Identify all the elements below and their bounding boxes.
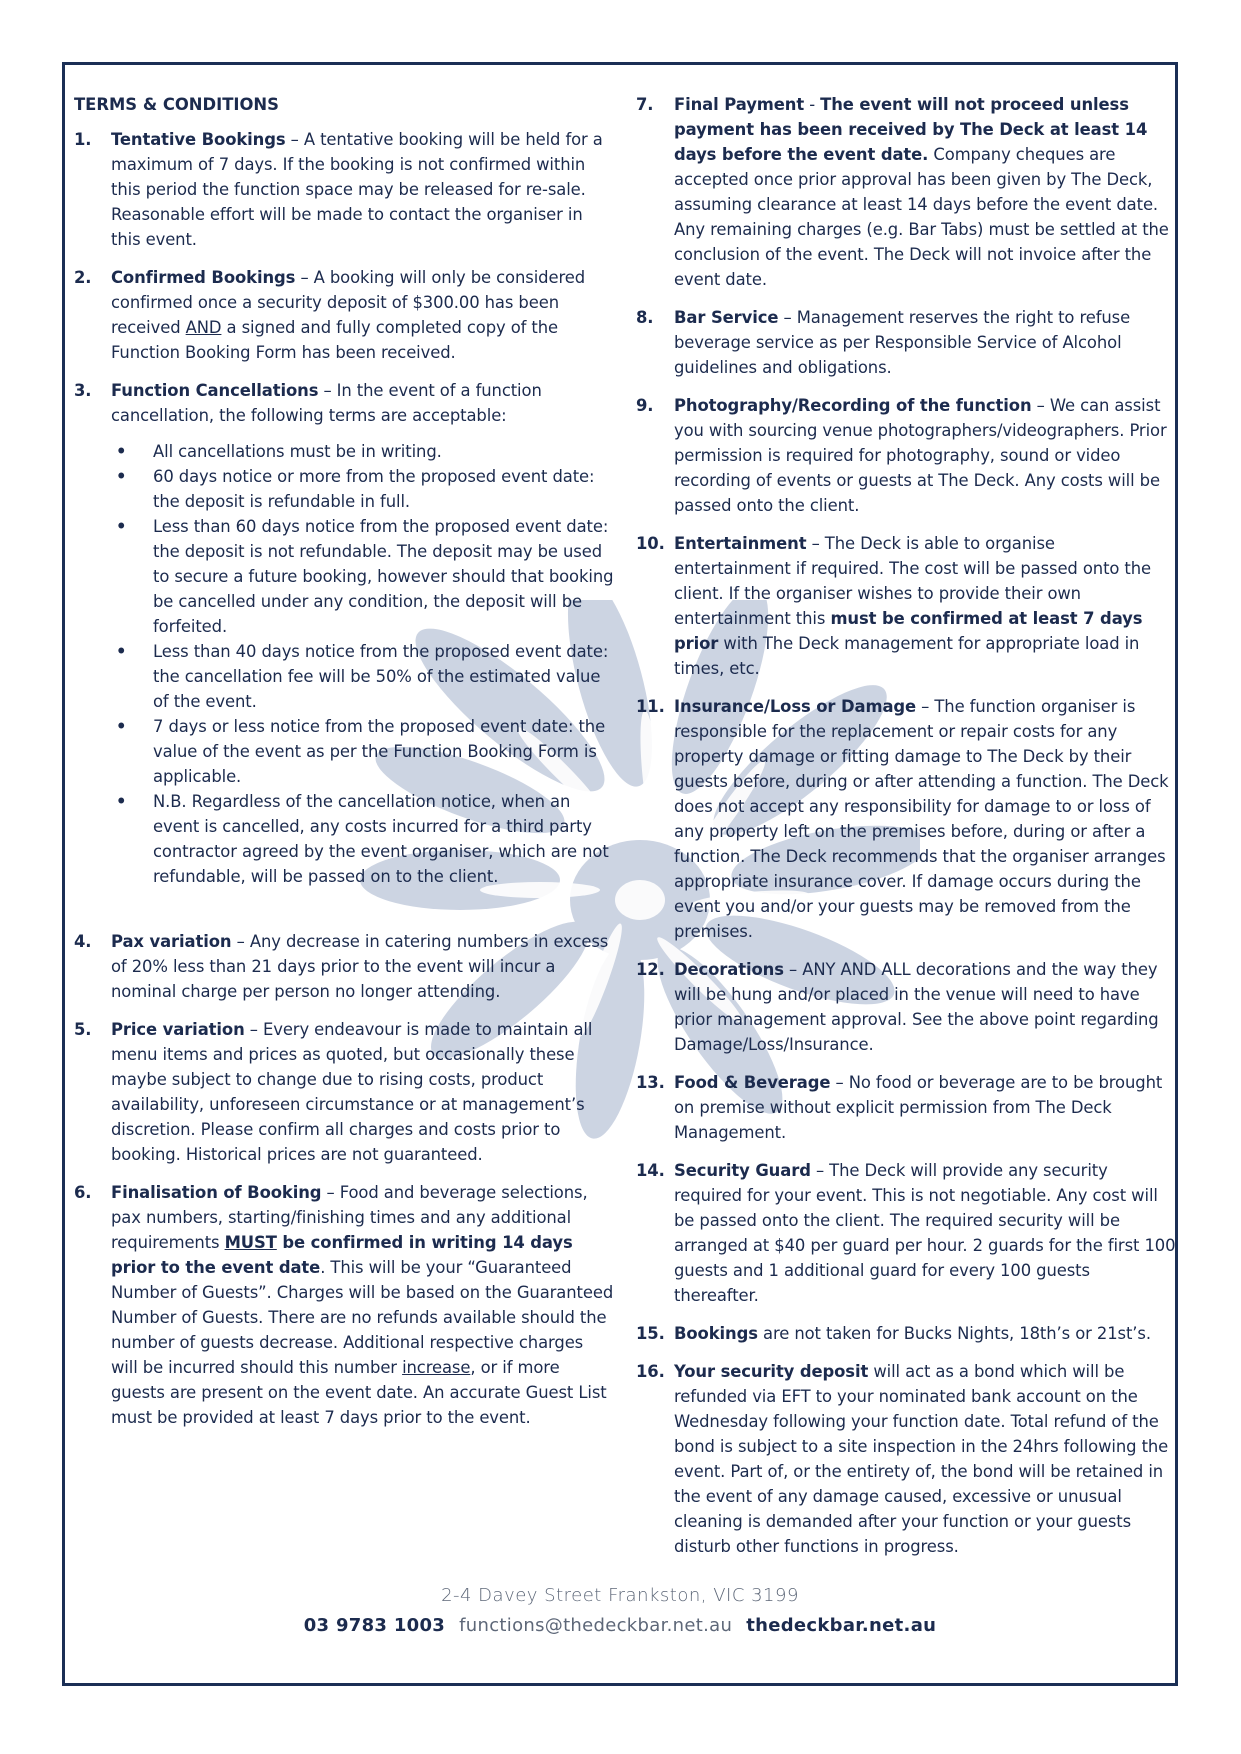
list-item: • All cancellations must be in writing. xyxy=(111,439,614,464)
clause-bold-text: The event will not proceed unless payment has been received by The Deck at least 14 days before the event date. xyxy=(674,95,1148,164)
clause-title: Tentative Bookings xyxy=(111,130,286,149)
clause-number: 12. xyxy=(636,960,665,979)
clause-body: – The function organiser is responsible for the replacement or repair costs for any property damage or fitting damage to The Deck by their guests before, during or after attending a function. The Deck does not accept any responsibility for damage to or loss of any property left on the premises before, during or after a function. The Deck recommends that the organiser arranges appropriate insurance cover. If damage occurs during the event you and/or your guests may be removed from the premises. xyxy=(674,697,1169,941)
clause-title: Confirmed Bookings xyxy=(111,268,296,287)
clause-11 xyxy=(636,694,1176,944)
list-item: • 60 days notice or more from the proposed event date: the deposit is refundable in full. xyxy=(111,464,614,514)
clause-body: – A tentative booking will be held for a maximum of 7 days. If the booking is not confirmed within this period the function space may be released for re-sale. Reasonable effort will be made to contact the organiser in this event. xyxy=(111,130,603,249)
bullet-icon: • xyxy=(116,642,127,661)
clause-number: 13. xyxy=(636,1073,665,1092)
clause-16 xyxy=(636,1359,1176,1559)
clause-body: – A booking will only be considered confirmed once a security deposit of $300.00 has been received xyxy=(111,268,586,337)
clause-number: 15. xyxy=(636,1324,665,1343)
clause-12 xyxy=(636,957,1176,1057)
clause-6 xyxy=(74,1180,614,1430)
left-column xyxy=(74,92,614,1443)
terms-heading: TERMS & CONDITIONS xyxy=(74,95,279,114)
clause-title: Entertainment xyxy=(674,534,807,553)
clause-body: a signed and fully completed copy of the Function Booking Form has been received. xyxy=(111,318,559,362)
clause-bold-text: must be confirmed at least 7 days prior xyxy=(674,609,1143,653)
footer-contacts xyxy=(62,1612,1178,1640)
clause-body: with The Deck management for appropriate load in times, etc. xyxy=(674,634,1140,678)
bullet-icon: • xyxy=(116,792,127,811)
list-item: • 7 days or less notice from the proposed event date: the value of the event as per the Function Booking Form is applicable. xyxy=(111,714,614,789)
clause-5 xyxy=(74,1017,614,1167)
clause-body: – Every endeavour is made to maintain all menu items and prices as quoted, but occasionally these maybe subject to change due to rising costs, product availability, unforeseen circumstance or at management’s discretion. Please confirm all charges and costs prior to booking. Historical prices are not guaranteed. xyxy=(111,1020,593,1164)
footer-website-link[interactable]: thedeckbar.net.au xyxy=(746,1615,937,1636)
list-item: • N.B. Regardless of the cancellation notice, when an event is cancelled, any costs incurred for a third party contractor agreed by the event organiser, which are not refundable, will be passed on to the client. xyxy=(111,789,614,889)
clause-4 xyxy=(74,929,614,1004)
clause-number: 6. xyxy=(74,1183,92,1202)
clause-body: – The Deck is able to organise entertainment if required. The cost will be passed onto the client. If the organiser wishes to provide their own entertainment this xyxy=(674,534,1152,628)
clause-body: are not taken for Bucks Nights, 18th’s or 21st’s. xyxy=(757,1324,1151,1343)
clause-body: – Any decrease in catering numbers in excess of 20% less than 21 days prior to the event will incur a nominal charge per person no longer attending. xyxy=(111,932,609,1001)
list-item: • Less than 40 days notice from the proposed event date: the cancellation fee will be 50% of the estimated value of the event. xyxy=(111,639,614,714)
clause-1 xyxy=(74,127,614,252)
clause-body: – No food or beverage are to be brought on premise without explicit permission from The Deck Management. xyxy=(674,1073,1163,1142)
clause-title: Pax variation xyxy=(111,932,232,951)
clause-number: 3. xyxy=(74,381,92,400)
clause-14 xyxy=(636,1158,1176,1308)
footer xyxy=(62,1583,1178,1640)
clause-number: 9. xyxy=(636,396,654,415)
clause-title: Food & Beverage xyxy=(674,1073,831,1092)
clause-10 xyxy=(636,531,1176,681)
clause-number: 8. xyxy=(636,308,654,327)
clause-body: will act as a bond which will be refunded via EFT to your nominated bank account on the Wednesday following your function date. Total refund of the bond is subject to a site inspection in the 24hrs following the event. Part of, or the entirety of, the bond will be retained in the event of any damage caused, excessive or unusual cleaning is demanded after your function or your guests disturb other functions in progress. xyxy=(674,1362,1169,1556)
bullet-icon: • xyxy=(116,442,127,461)
clause-title: Finalisation of Booking xyxy=(111,1183,322,1202)
clause-title: Your security deposit xyxy=(674,1362,869,1381)
clause-title: Photography/Recording of the function xyxy=(674,396,1032,415)
clause-number: 5. xyxy=(74,1020,92,1039)
clause-title: Bookings xyxy=(674,1324,758,1343)
clause-body: . This will be your “Guaranteed Number of Guests”. Charges will be based on the Guaranteed Number of Guests. There are no refunds available should the number of guests decrease. Additional respective charges will be incurred should this number xyxy=(111,1258,614,1377)
clause-body: Company cheques are accepted once prior approval has been given by The Deck, assuming clearance at least 14 days before the event date. Any remaining charges (e.g. Bar Tabs) must be settled at the conclusion of the event. The Deck will not invoice after the event date. xyxy=(674,145,1169,289)
clause-8 xyxy=(636,305,1176,380)
clause-number: 7. xyxy=(636,95,654,114)
clause-body: – We can assist you with sourcing venue photographers/videographers. Prior permission is required for photography, sound or video recording of events or guests at The Deck. Any costs will be passed onto the client. xyxy=(674,396,1167,515)
clause-3 xyxy=(74,378,614,889)
clause-number: 10. xyxy=(636,534,665,553)
clause-title: Security Guard xyxy=(674,1161,811,1180)
clause-number: 1. xyxy=(74,130,92,149)
clause-body: – The Deck will provide any security required for your event. This is not negotiable. Any cost will be passed onto the client. The required security will be arranged at $40 per guard per hour. 2 guards for the first 100 guests and 1 additional guard for every 100 guests thereafter. xyxy=(674,1161,1176,1305)
bullet-icon: • xyxy=(116,717,127,736)
right-column xyxy=(636,92,1176,1572)
clause-underlined-text: AND xyxy=(185,318,222,337)
clause-body: – In the event of a function cancellation, the following terms are acceptable: xyxy=(111,381,542,425)
clause-body: – Food and beverage selections, pax numbers, starting/finishing times and any additional requirements xyxy=(111,1183,588,1252)
clause-title: Function Cancellations xyxy=(111,381,319,400)
clause-body: , or if more guests are present on the event date. An accurate Guest List must be provided at least 7 days prior to the event. xyxy=(111,1358,607,1427)
clause-13 xyxy=(636,1070,1176,1145)
bullet-icon: • xyxy=(116,467,127,486)
clause-9 xyxy=(636,393,1176,518)
clause-title: Insurance/Loss or Damage xyxy=(674,697,917,716)
clause-number: 11. xyxy=(636,697,665,716)
clause-title: Bar Service xyxy=(674,308,779,327)
footer-address: 2-4 Davey Street Frankston, VIC 3199 xyxy=(441,1585,799,1606)
bullet-icon: • xyxy=(116,517,127,536)
clause-underlined-text: increase xyxy=(402,1358,471,1377)
clause-number: 2. xyxy=(74,268,92,287)
clause-15 xyxy=(636,1321,1176,1346)
cancellation-terms-list xyxy=(111,439,614,889)
clause-number: 14. xyxy=(636,1161,665,1180)
clause-underlined-text: MUST xyxy=(224,1233,277,1252)
clause-7: 7. Final Payment - The event will not proceed unless payment has been received by The Deck at least 14 days before the event date. Company cheques are accepted once prior approval has been given by The Deck, assuming clearance at least 14 days before the event date. Any remaining charges (e.g. Bar Tabs) must be settled at the conclusion of the event. The Deck will not invoice after the event date. xyxy=(636,92,1176,292)
clause-body: – Management reserves the right to refuse beverage service as per Responsible Service of Alcohol guidelines and obligations. xyxy=(674,308,1131,377)
clause-bold-text: be confirmed in writing 14 days prior to the event date xyxy=(111,1233,573,1277)
clause-title: Decorations xyxy=(674,960,784,979)
clause-body: – ANY AND ALL decorations and the way they will be hung and/or placed in the venue will need to have prior management approval. See the above point regarding Damage/Loss/Insurance. xyxy=(674,960,1159,1054)
clause-number: 16. xyxy=(636,1362,665,1381)
list-item: • Less than 60 days notice from the proposed event date: the deposit is not refundable. The deposit may be used to secure a future booking, however should that booking be cancelled under any condition, the deposit will be forfeited. xyxy=(111,514,614,639)
clause-title: Price variation xyxy=(111,1020,245,1039)
footer-phone[interactable]: 03 9783 1003 xyxy=(303,1615,446,1636)
footer-email-link[interactable]: functions@thedeckbar.net.au xyxy=(459,1615,733,1636)
clause-2 xyxy=(74,265,614,365)
clause-number: 4. xyxy=(74,932,92,951)
clause-title: Final Payment xyxy=(674,95,805,114)
